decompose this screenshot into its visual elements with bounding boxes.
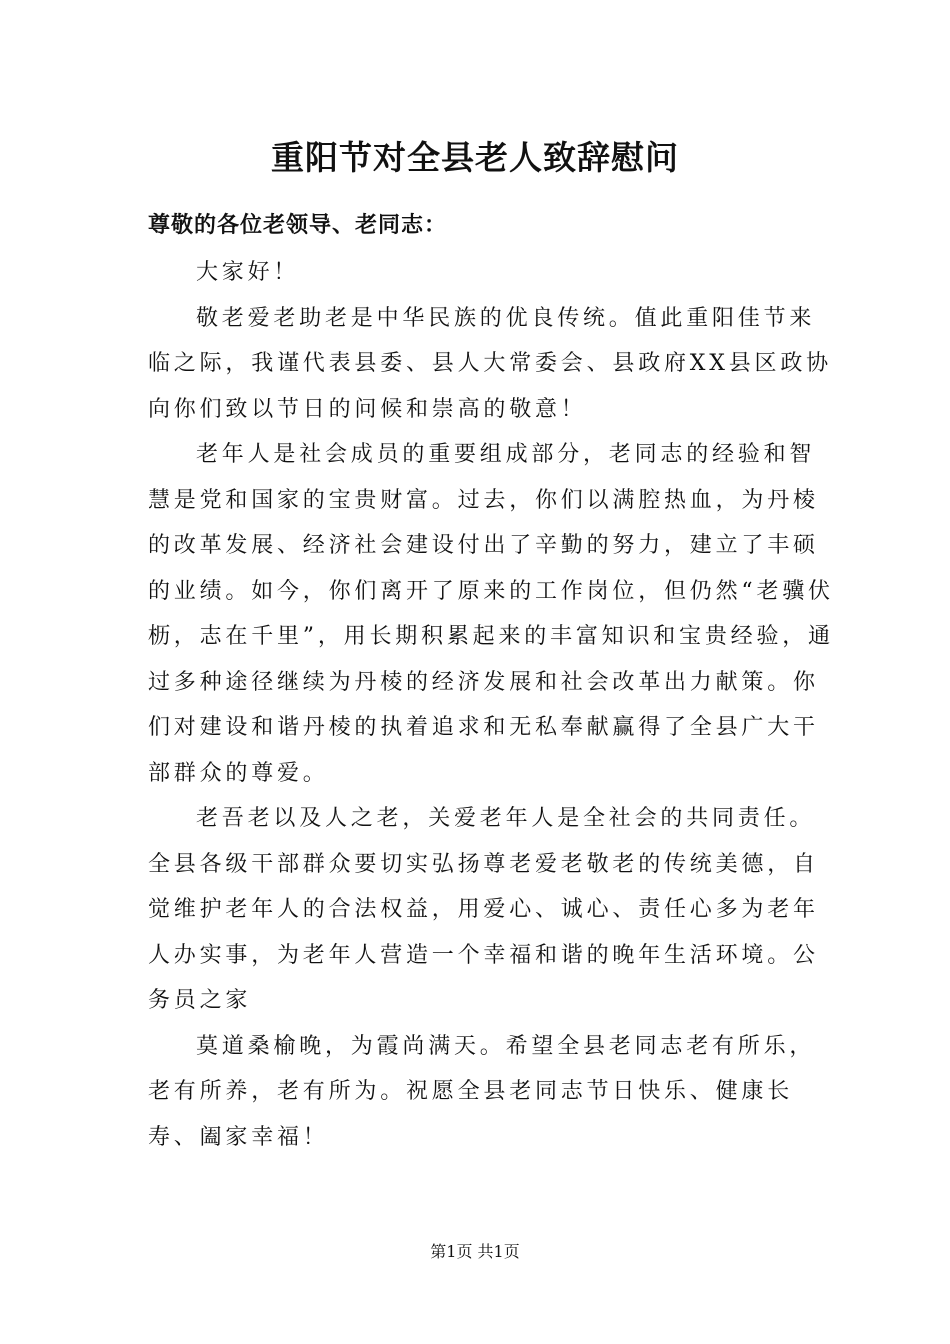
document-body [148,250,838,1160]
paragraph-wishes: 莫道桑榆晚，为霞尚满天。希望全县老同志老有所乐，老有所养，老有所为。祝愿全县老同志节日快乐、健康长寿、阖家幸福！ [148,1033,816,1150]
page-number-footer: 第1页 共1页 [430,1242,520,1261]
paragraph-greeting: 大家好！ [196,260,300,285]
salutation: 尊敬的各位老领导、老同志： [148,212,448,238]
paragraph-responsibility: 老吾老以及人之老，关爱老年人是全社会的共同责任。全县各级干部群众要切实弘扬尊老爱老敬老的传统美德，自觉维护老年人的合法权益，用爱心、诚心、责任心多为老年人办实事，为老年人营造一个幸福和谐的晚年生活环境。公务员之家 [148,806,819,1013]
paragraph-tradition: 敬老爱老助老是中华民族的优良传统。值此重阳佳节来临之际，我谨代表县委、县人大常委会、县政府XX县区政协向你们致以节日的问候和崇高的敬意！ [148,305,832,422]
page-title: 重阳节对全县老人致辞慰问 [271,138,679,177]
paragraph-contribution: 老年人是社会成员的重要组成部分，老同志的经验和智慧是党和国家的宝贵财富。过去，你们以满腔热血，为丹棱的改革发展、经济社会建设付出了辛勤的努力，建立了丰硕的业绩。如今，你们离开了原来的工作岗位，但仍然“老骥伏枥，志在千里”，用长期积累起来的丰富知识和宝贵经验，通过多种途径继续为丹棱的经济发展和社会改革出力献策。你们对建设和谐丹棱的执着追求和无私奉献赢得了全县广大干部群众的尊爱。 [148,442,834,786]
